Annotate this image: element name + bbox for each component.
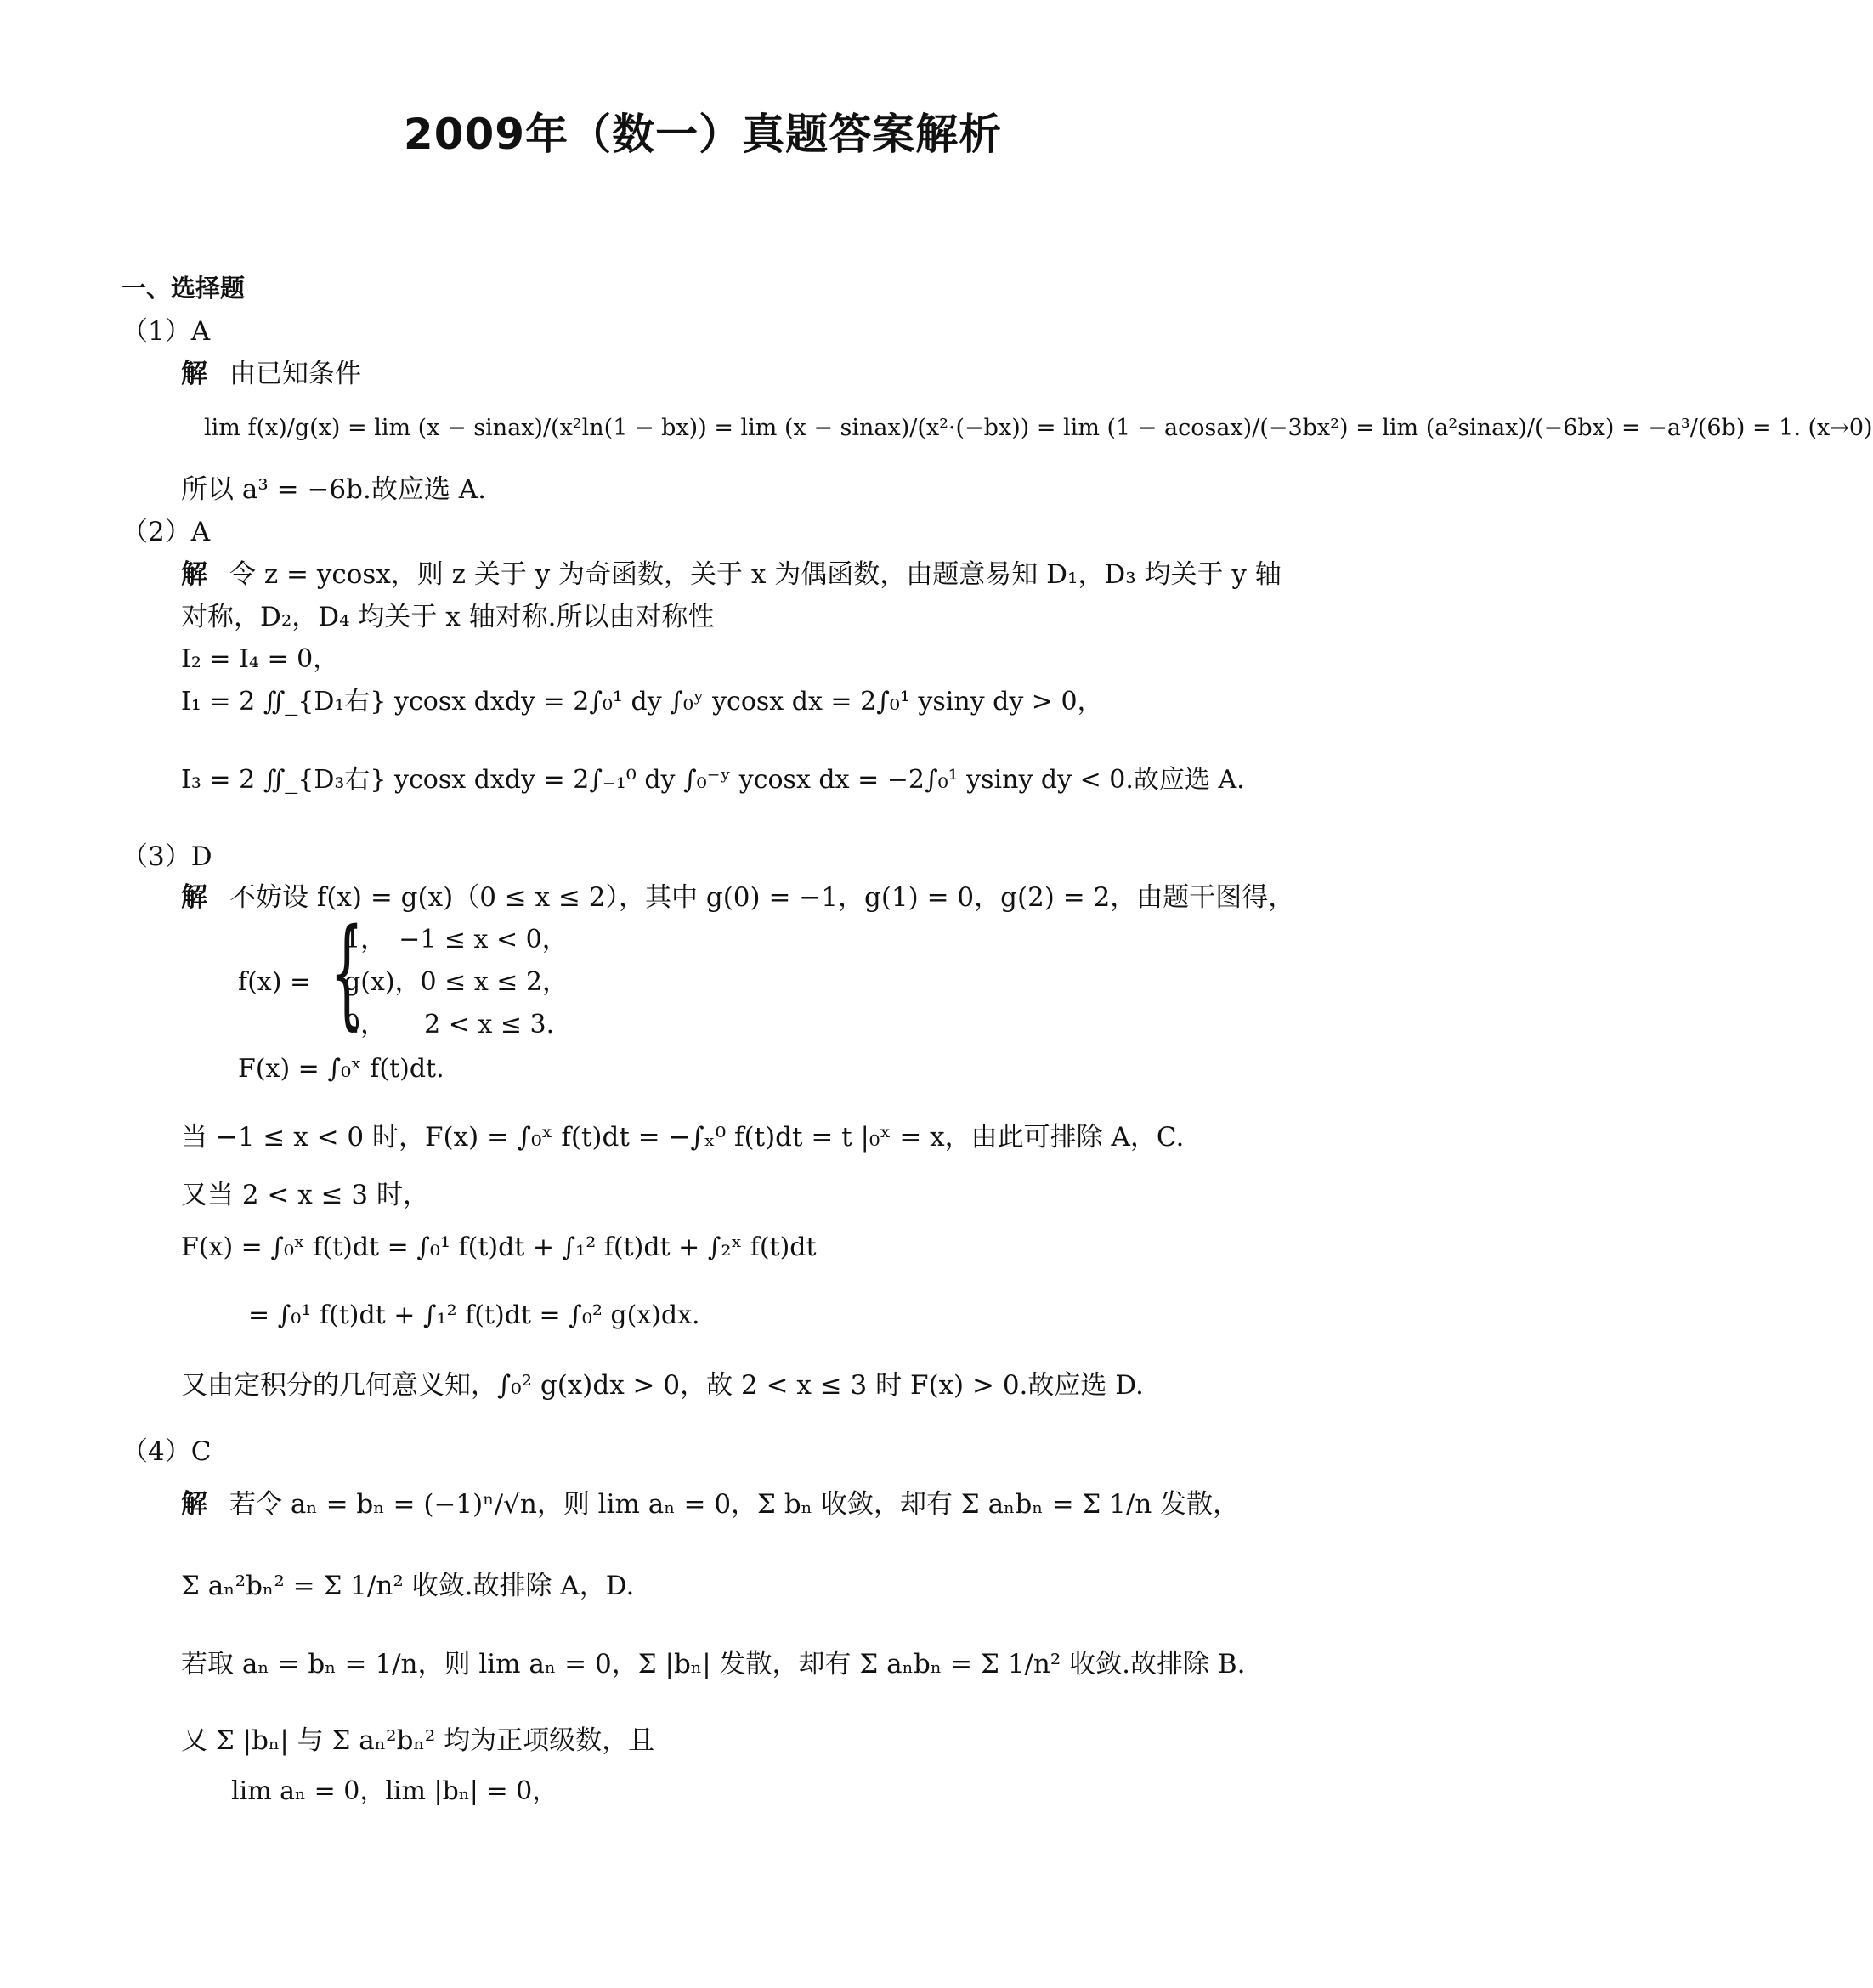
solution-marker: 解	[181, 559, 207, 590]
solution-marker: 解	[181, 359, 207, 389]
q1-answer-label: （1）A	[122, 316, 211, 347]
page-title: 2009年（数一）真题答案解析	[403, 110, 1003, 159]
q3-case2: g(x)，0 ≤ x ≤ 2，	[344, 967, 569, 997]
q1-solution-intro	[181, 359, 361, 390]
q3-answer-label: （3）D	[122, 841, 212, 872]
q4-solution-line1	[181, 1489, 1239, 1521]
q3-piecewise-label: f(x) =	[238, 967, 312, 997]
q3-line-a: 当 −1 ≤ x < 0 时，F(x) = ∫₀ˣ f(t)dt = −∫ₓ⁰ f(t)dt = t |₀ˣ = x，由此可排除 A，C.	[181, 1122, 1185, 1153]
q2-eq3: I₃ = 2 ∬_{D₃右} ycosx dxdy = 2∫₋₁⁰ dy ∫₀⁻ʸ ycosx dx = −2∫₀¹ ysiny dy < 0.故应选 A.	[181, 765, 1245, 795]
piecewise-brace: {	[330, 903, 365, 1042]
q3-line-e: 又由定积分的几何意义知，∫₀² g(x)dx > 0，故 2 < x ≤ 3 时 F(x) > 0.故应选 D.	[181, 1370, 1144, 1401]
q3-case3: 0， 2 < x ≤ 3.	[344, 1010, 555, 1039]
solution-marker: 解	[181, 1489, 207, 1520]
q3-Fx-definition: F(x) = ∫₀ˣ f(t)dt.	[238, 1054, 444, 1084]
q3-line-d: = ∫₀¹ f(t)dt + ∫₁² f(t)dt = ∫₀² g(x)dx.	[248, 1300, 700, 1330]
q2-eq2: I₁ = 2 ∬_{D₁右} ycosx dxdy = 2∫₀¹ dy ∫₀ʸ ycosx dx = 2∫₀¹ ysiny dy > 0，	[181, 687, 1103, 716]
q1-limit-formula: lim f(x)/g(x) = lim (x − sinax)/(x²ln(1 − bx)) = lim (x − sinax)/(x²·(−bx)) = lim (1 − acosax)/(−3bx²) = lim (a²sinax)/(−6bx) = −a³/(6b) = 1. (x→0)	[204, 415, 1873, 441]
q4-line1-text: 若令 aₙ = bₙ = (−1)ⁿ/√n，则 lim aₙ = 0，Σ bₙ 收敛，却有 Σ aₙbₙ = Σ 1/n 发散，	[229, 1489, 1240, 1520]
q4-line4: 又 Σ |bₙ| 与 Σ aₙ²bₙ² 均为正项级数，且	[181, 1725, 655, 1756]
q4-answer-label: （4）C	[122, 1436, 212, 1467]
q1-intro-text: 由已知条件	[229, 359, 361, 389]
q2-solution-line2: 对称，D₂，D₄ 均关于 x 轴对称.所以由对称性	[181, 602, 715, 632]
q2-line1-text: 令 z = ycosx，则 z 关于 y 为奇函数，关于 x 为偶函数，由题意易知 D₁，D₃ 均关于 y 轴	[229, 559, 1282, 590]
section-heading: 一、选择题	[122, 274, 246, 303]
q3-line-b: 又当 2 < x ≤ 3 时，	[181, 1180, 430, 1210]
q2-solution-line1	[181, 559, 1282, 591]
q4-line3: 若取 aₙ = bₙ = 1/n，则 lim aₙ = 0，Σ |bₙ| 发散，却有 Σ aₙbₙ = Σ 1/n² 收敛.故排除 B.	[181, 1649, 1246, 1679]
q3-case1: 1， −1 ≤ x < 0，	[344, 925, 568, 954]
q3-line1-text: 不妨设 f(x) = g(x)（0 ≤ x ≤ 2），其中 g(0) = −1，g(1) = 0，g(2) = 2，由题干图得，	[229, 882, 1295, 913]
q3-line-c: F(x) = ∫₀ˣ f(t)dt = ∫₀¹ f(t)dt + ∫₁² f(t)dt + ∫₂ˣ f(t)dt	[181, 1232, 817, 1262]
q4-line2: Σ aₙ²bₙ² = Σ 1/n² 收敛.故排除 A，D.	[181, 1571, 635, 1601]
solution-marker: 解	[181, 882, 207, 913]
q2-answer-label: （2）A	[122, 517, 211, 547]
q1-conclusion: 所以 a³ = −6b.故应选 A.	[181, 474, 486, 505]
q2-eq1: I₂ = I₄ = 0，	[181, 644, 339, 674]
q4-line5: lim aₙ = 0，lim |bₙ| = 0，	[231, 1776, 558, 1806]
